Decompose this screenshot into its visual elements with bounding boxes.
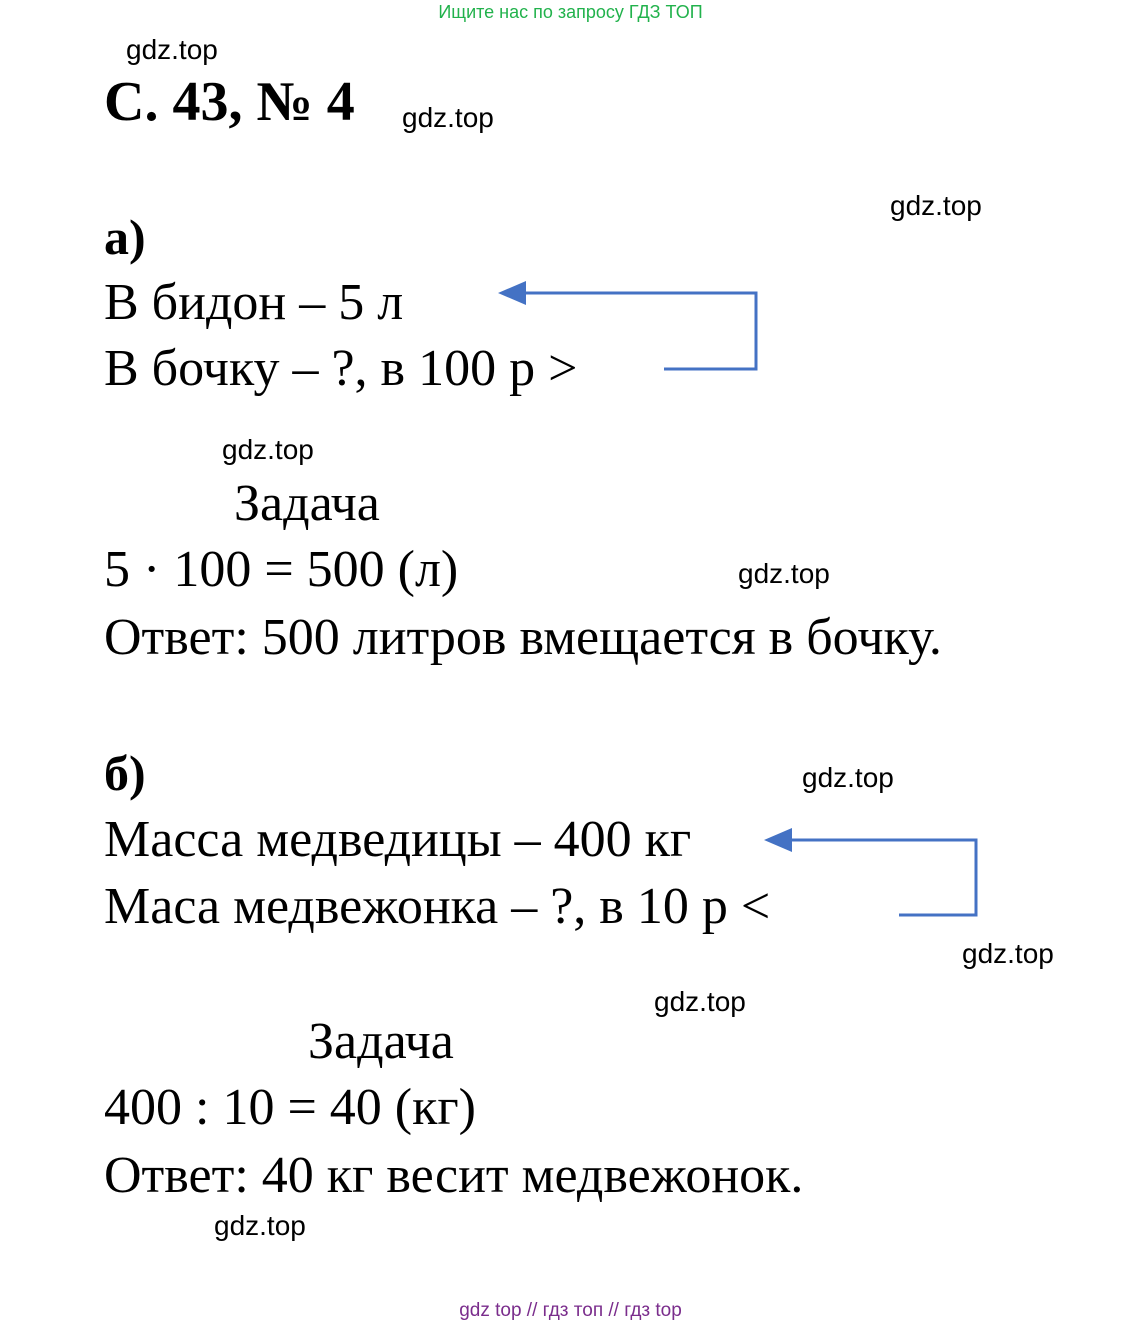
part-b-answer: Ответ: 40 кг весит медвежонок.: [104, 1147, 804, 1204]
part-a-given-line-1: В бидон – 5 л: [104, 274, 404, 331]
footer-links: gdz top // гдз топ // гдз top: [459, 1300, 682, 1321]
page-title: С. 43, № 4: [104, 71, 355, 133]
part-b-given-line-2: Маса медвежонка – ?, в 10 р <: [104, 878, 771, 935]
part-b-arrow: [764, 828, 976, 915]
watermark: gdz.top: [962, 938, 1054, 969]
watermark: gdz.top: [402, 102, 494, 133]
search-banner: Ищите нас по запросу ГДЗ ТОП: [438, 2, 703, 22]
watermark: gdz.top: [802, 762, 894, 793]
part-a-task-heading: Задача: [234, 475, 380, 532]
watermark: gdz.top: [654, 986, 746, 1017]
watermark: gdz.top: [222, 434, 314, 465]
part-b-solution: 400 : 10 = 40 (кг): [104, 1079, 476, 1136]
part-b-task-heading: Задача: [308, 1013, 454, 1070]
watermark: gdz.top: [738, 558, 830, 589]
watermark: gdz.top: [214, 1210, 306, 1241]
part-a-arrow: [498, 281, 756, 369]
part-b-label: б): [104, 745, 146, 801]
part-a-answer: Ответ: 500 литров вмещается в бочку.: [104, 609, 942, 666]
part-a-label: а): [104, 209, 146, 265]
watermark: gdz.top: [890, 190, 982, 221]
part-b-given-line-1: Масса медведицы – 400 кг: [104, 811, 692, 868]
watermark: gdz.top: [126, 34, 218, 65]
part-a-solution: 5 · 100 = 500 (л): [104, 541, 459, 598]
part-a-given-line-2: В бочку – ?, в 100 р >: [104, 340, 578, 397]
